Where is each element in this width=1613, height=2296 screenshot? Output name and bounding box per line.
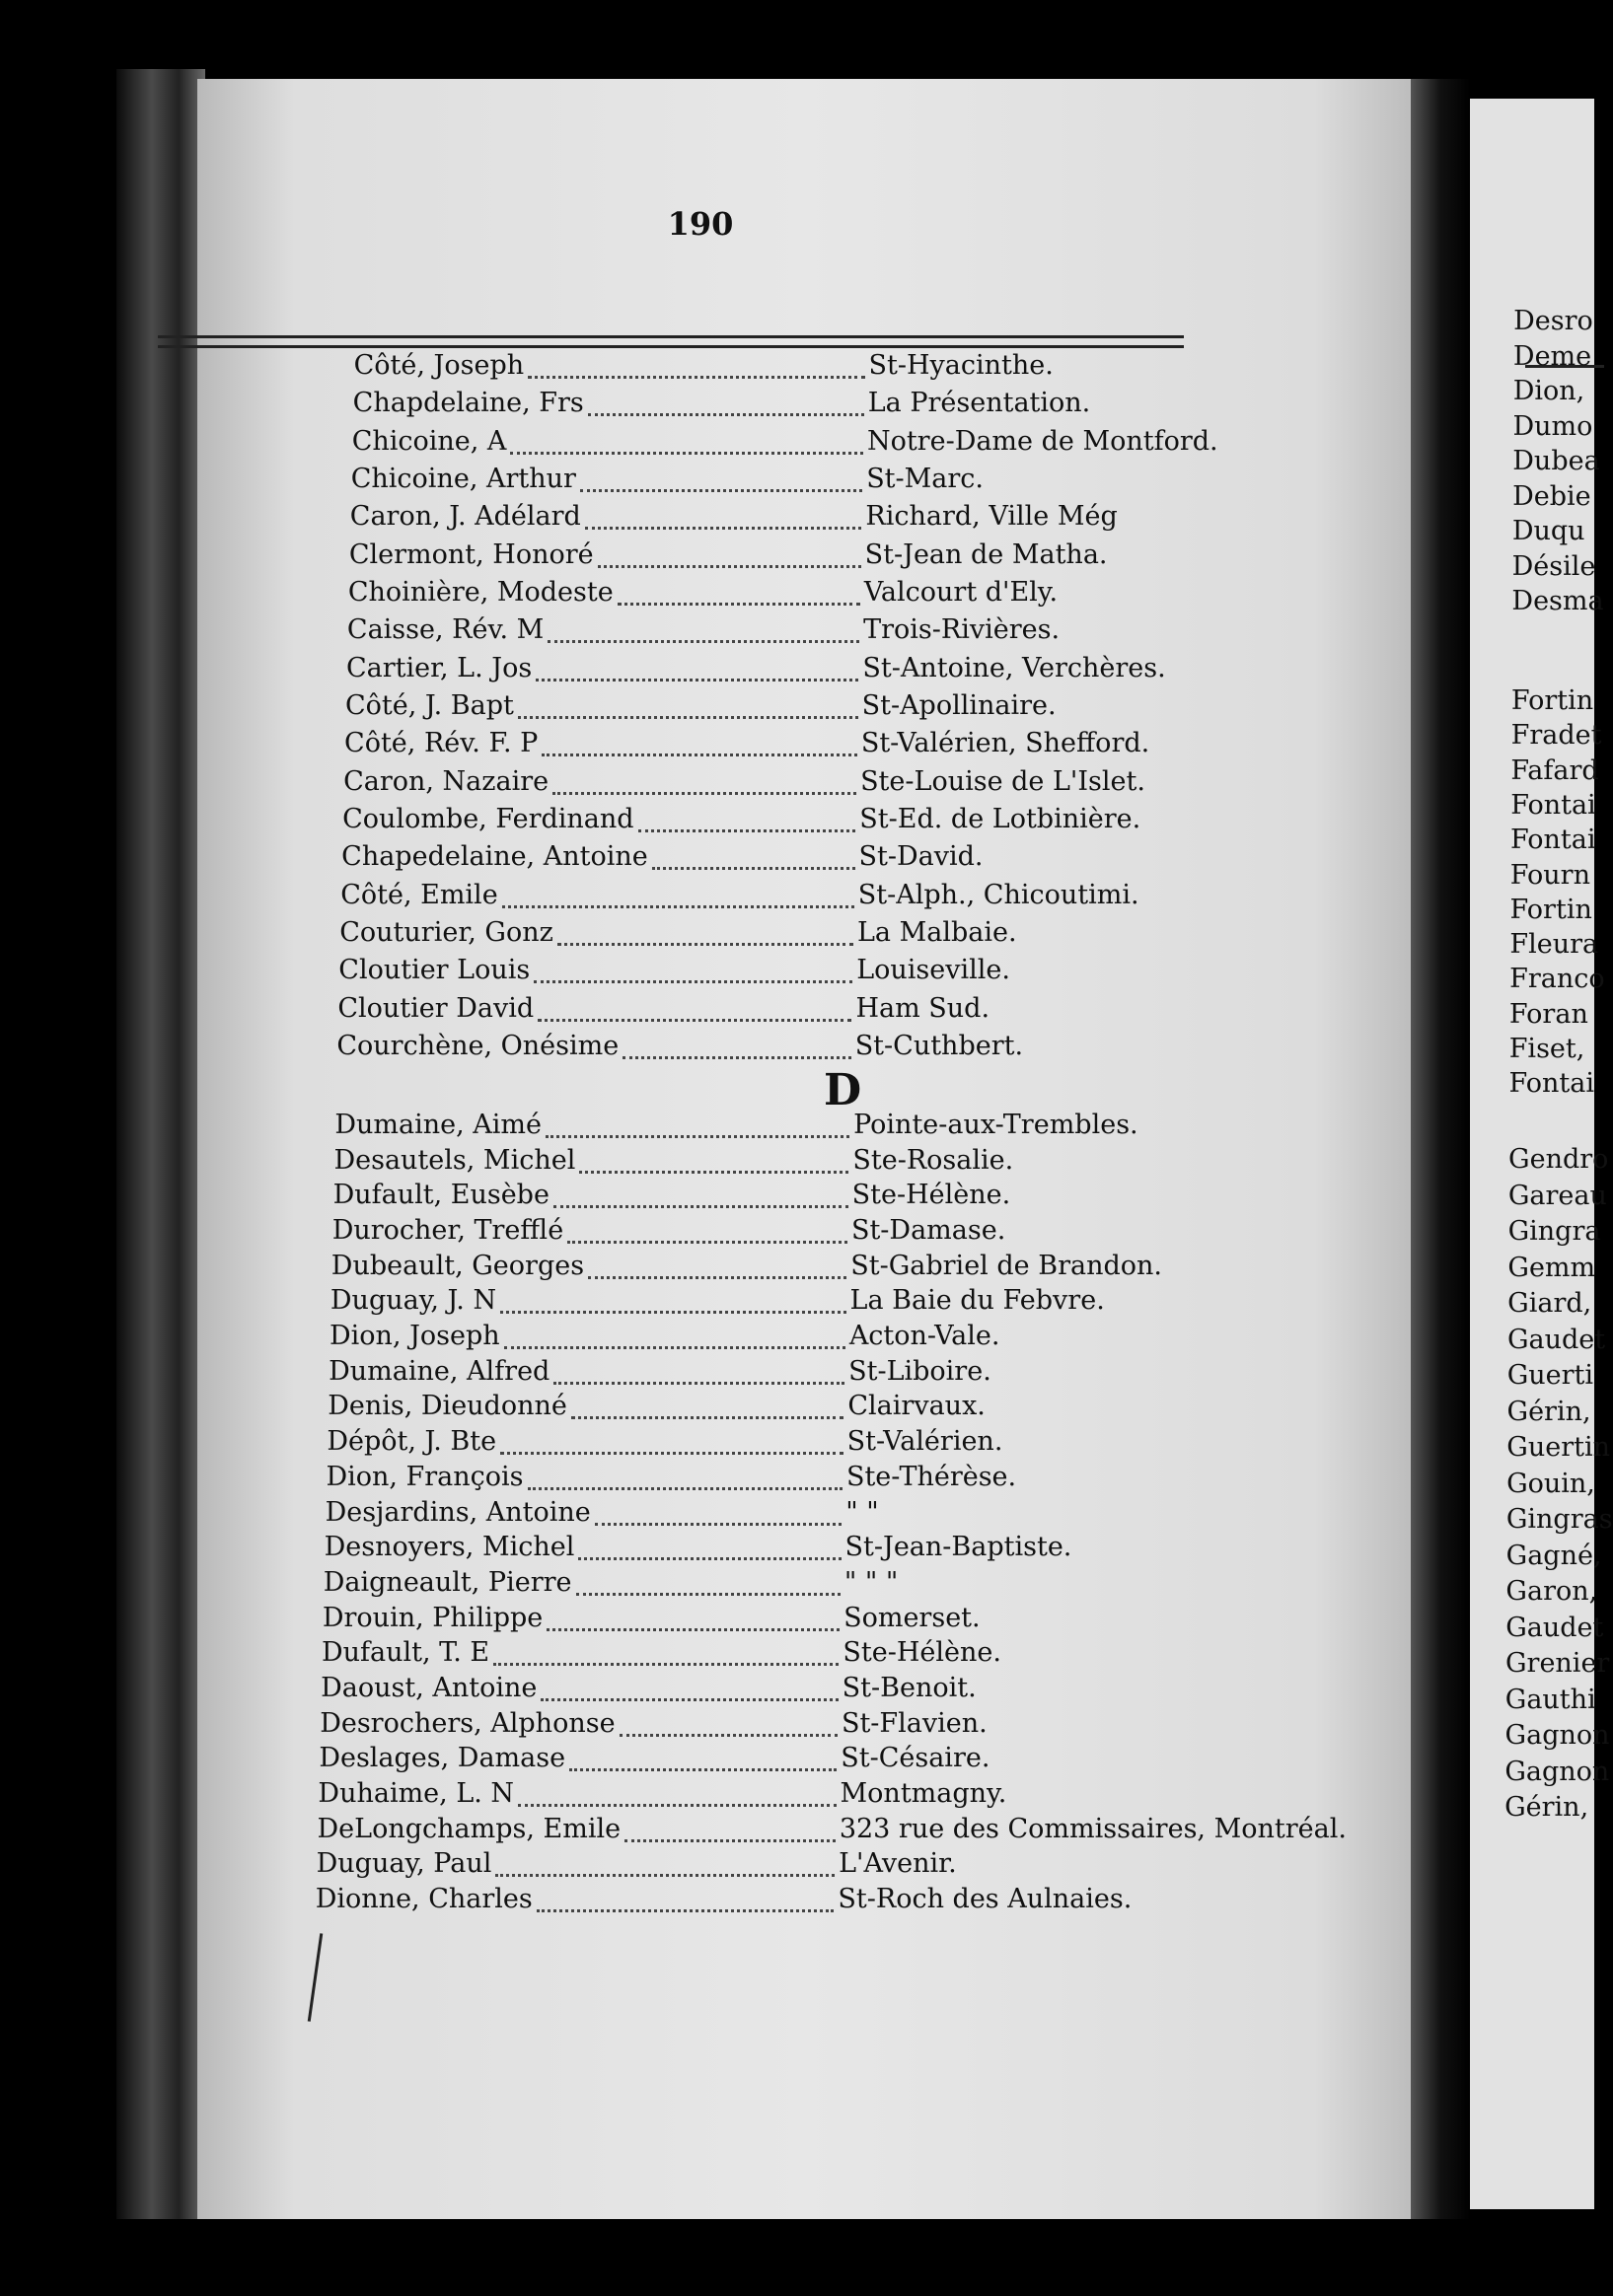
directory-entry — [0, 1031, 1213, 1066]
facing-page — [1470, 99, 1613, 2209]
entry-place: Richard, Ville Még — [865, 501, 1118, 533]
facing-page-word: Gérin, — [1504, 1792, 1589, 1823]
dot-leader — [576, 1593, 841, 1596]
entry-name: Desautels, Michel — [333, 1144, 576, 1176]
dot-leader — [500, 1311, 845, 1314]
facing-page-word: Dubea — [1512, 446, 1600, 476]
directory-entry — [0, 1603, 1213, 1638]
dot-leader — [528, 1487, 843, 1490]
facing-page-word: Fortin — [1510, 685, 1594, 716]
entry-place: Notre-Dame de Montford. — [866, 425, 1218, 457]
entry-name: Chicoine, A — [351, 425, 507, 457]
facing-page-word: Gareau — [1507, 1180, 1607, 1211]
dot-leader — [618, 603, 860, 606]
facing-page-word: Desro — [1513, 306, 1593, 336]
directory-entry — [0, 1391, 1213, 1426]
entry-place: Louiseville. — [856, 955, 1010, 986]
directory-entry — [0, 1356, 1213, 1392]
entry-name: Chicoine, Arthur — [350, 464, 576, 494]
directory-entry — [0, 917, 1213, 953]
entry-place: St-Valérien, Shefford. — [860, 728, 1150, 759]
dot-leader — [588, 1276, 846, 1279]
entry-place: Ham Sud. — [855, 992, 990, 1024]
directory-entry — [0, 1180, 1213, 1215]
facing-page-word: Foran — [1508, 998, 1588, 1030]
entry-name: Cartier, L. Jos — [345, 652, 533, 683]
dot-leader — [595, 1523, 843, 1526]
entry-name: Drouin, Philippe — [322, 1602, 544, 1633]
facing-page-word: Gauthi — [1504, 1684, 1596, 1715]
entry-name: Duhaime, L. N — [318, 1777, 515, 1809]
entry-place: Montmagny. — [840, 1777, 1007, 1809]
facing-page-word: Gendro — [1508, 1144, 1609, 1175]
dot-leader — [553, 1205, 848, 1208]
entry-place: St-Benoit. — [842, 1672, 977, 1703]
directory-entry — [0, 1251, 1213, 1286]
entry-name: Desnoyers, Michel — [324, 1532, 575, 1563]
entry-name: Dufault, Eusèbe — [332, 1180, 550, 1211]
dot-leader — [542, 753, 856, 756]
header-rule-bottom — [158, 345, 1184, 348]
entry-name: Côté, J. Bapt — [345, 690, 514, 721]
entry-place: L'Avenir. — [839, 1848, 957, 1880]
entry-name: Desrochers, Alphonse — [320, 1707, 616, 1739]
facing-page-word: Duqu — [1511, 516, 1585, 546]
entry-place: St-David. — [858, 841, 984, 873]
facing-page-word: Gingra — [1507, 1216, 1601, 1247]
dot-leader — [518, 1804, 836, 1807]
facing-page-word: Gagnon — [1504, 1756, 1610, 1787]
facing-page-word: Gérin, — [1506, 1396, 1591, 1427]
directory-entry — [0, 501, 1213, 537]
entry-name: Chapedelaine, Antoine — [341, 841, 648, 873]
facing-page-word: Giard, — [1507, 1288, 1592, 1319]
directory-entry — [0, 464, 1213, 499]
dot-leader — [536, 679, 858, 682]
entry-name: Daoust, Antoine — [321, 1672, 538, 1703]
directory-entry — [0, 1743, 1213, 1778]
directory-entry — [0, 350, 1213, 386]
entry-name: DeLongchamps, Emile — [317, 1813, 622, 1844]
facing-page-word: Gingras — [1505, 1504, 1613, 1535]
entry-name: Dumaine, Alfred — [329, 1355, 550, 1387]
dot-leader — [546, 1135, 849, 1138]
entry-name: Dufault, T. E — [321, 1637, 490, 1669]
directory-entry — [0, 728, 1213, 763]
entry-name: Dépôt, J. Bte — [327, 1426, 497, 1458]
directory-entry — [0, 1673, 1213, 1708]
entry-name: Coulombe, Ferdinand — [342, 804, 634, 834]
dot-leader — [538, 1019, 851, 1022]
entry-name: Duguay, J. N — [330, 1285, 497, 1317]
facing-page-word: Guertin — [1506, 1432, 1610, 1463]
entry-name: Desjardins, Antoine — [325, 1496, 591, 1528]
entry-name: Daigneault, Pierre — [323, 1566, 572, 1598]
directory-entry — [0, 1426, 1213, 1462]
entry-name: Clermont, Honoré — [348, 538, 594, 570]
directory-entry — [0, 425, 1218, 462]
entry-place: St-Hyacinthe. — [868, 350, 1054, 381]
entry-name: Côté, Emile — [340, 879, 498, 910]
entry-name: Caisse, Rév. M — [346, 614, 545, 646]
directory-entry — [0, 1497, 1213, 1533]
directory-entry — [0, 1285, 1213, 1321]
entry-place: St-Liboire. — [848, 1355, 991, 1387]
entry-name: Duguay, Paul — [316, 1848, 492, 1880]
entry-place: Pointe-aux-Trembles. — [853, 1110, 1138, 1140]
entry-place: St-Jean de Matha. — [864, 538, 1108, 570]
dot-leader — [585, 527, 862, 530]
dot-leader — [493, 1663, 839, 1666]
entry-place: Trois-Rivières. — [863, 614, 1061, 646]
directory-entry — [0, 766, 1213, 802]
facing-page-word: Fortin — [1509, 894, 1592, 925]
entry-name: Courchène, Onésime — [336, 1031, 620, 1061]
directory-entry — [0, 1848, 1213, 1884]
facing-page-word: Gaudet — [1505, 1612, 1604, 1643]
entry-place: Valcourt d'Ely. — [863, 577, 1059, 608]
dot-leader — [624, 1839, 836, 1842]
entry-place: Ste-Hélène. — [851, 1180, 1011, 1211]
facing-page-word: Franco — [1509, 964, 1605, 995]
directory-entry — [0, 841, 1213, 877]
entry-place: Ste-Rosalie. — [852, 1144, 1014, 1176]
entry-name: Côté, Rév. F. P — [344, 728, 539, 759]
facing-page-word: Guerti — [1506, 1360, 1594, 1391]
entry-place: La Malbaie. — [857, 917, 1017, 948]
book-gutter — [1411, 79, 1470, 2219]
facing-page-word: Fontai — [1508, 1068, 1594, 1100]
dot-leader — [495, 1874, 835, 1877]
facing-page-word: Fradet — [1510, 720, 1602, 752]
entry-name: Dion, Joseph — [330, 1321, 500, 1352]
dot-leader — [502, 905, 854, 908]
facing-page-word: Gaudet — [1506, 1324, 1606, 1355]
dot-leader — [500, 1452, 843, 1455]
entry-name: Dubeault, Georges — [330, 1250, 585, 1281]
entry-place: " " " — [843, 1566, 899, 1598]
entry-place: Somerset. — [843, 1602, 981, 1633]
directory-entry — [0, 1708, 1213, 1744]
header-rule-top — [158, 335, 1184, 338]
directory-entry — [0, 653, 1213, 688]
facing-page-word: Fontai — [1510, 789, 1596, 821]
section-letter: D — [824, 1065, 862, 1115]
dot-leader — [518, 716, 858, 719]
entry-place: Ste-Louise de L'Islet. — [860, 765, 1145, 797]
directory-entry — [0, 388, 1213, 423]
facing-page-word: Fleura — [1509, 929, 1599, 961]
entry-place: Clairvaux. — [847, 1391, 986, 1422]
dot-leader — [571, 1416, 844, 1419]
directory-entry — [0, 955, 1213, 990]
dot-leader — [652, 867, 855, 870]
facing-page-word: Dion, — [1512, 376, 1585, 406]
facing-page-word: Dumo — [1512, 410, 1593, 442]
entry-place: St-Jean-Baptiste. — [844, 1532, 1072, 1563]
entry-place: Ste-Thérèse. — [845, 1461, 1017, 1492]
dot-leader — [541, 1698, 838, 1701]
facing-page-word: Gagné, — [1505, 1540, 1602, 1571]
entry-name: Dion, François — [326, 1461, 524, 1492]
entry-name: Dumaine, Aimé — [334, 1110, 542, 1140]
entry-place: St-Apollinaire. — [861, 690, 1057, 721]
facing-page-word: Desma — [1511, 586, 1604, 616]
directory-entry — [0, 1321, 1213, 1356]
entry-name: Côté, Joseph — [353, 350, 525, 381]
entry-name: Dionne, Charles — [315, 1884, 533, 1914]
facing-page-word: Gouin, — [1506, 1468, 1595, 1499]
facing-page-word: Garon, — [1505, 1576, 1598, 1607]
dot-leader — [567, 1241, 847, 1244]
directory-entry — [0, 539, 1213, 575]
entry-place: St-Gabriel de Brandon. — [850, 1250, 1162, 1281]
facing-page-word: Désile — [1511, 550, 1596, 582]
facing-page-word: Fafard — [1510, 754, 1599, 786]
entry-place: St-Antoine, Verchères. — [862, 652, 1166, 683]
dot-leader — [504, 1346, 845, 1349]
directory-entry — [0, 1778, 1213, 1814]
entry-name: Cloutier Louis — [338, 955, 531, 986]
entry-name: Couturier, Gonz — [339, 917, 553, 948]
directory-entry — [0, 1462, 1213, 1497]
facing-page-word: Gemm — [1507, 1252, 1596, 1283]
dot-leader — [623, 1056, 851, 1059]
entry-place: Acton-Vale. — [848, 1321, 1000, 1352]
directory-entry — [0, 1813, 1347, 1849]
entry-place: St-Cuthbert. — [854, 1031, 1024, 1061]
facing-page-word: Gagnon — [1504, 1720, 1610, 1751]
directory-entry — [0, 1110, 1213, 1145]
directory-entry — [0, 1215, 1213, 1251]
dot-leader — [580, 489, 862, 492]
entry-place: St-Roch des Aulnaies. — [838, 1884, 1133, 1914]
entry-place: St-Flavien. — [841, 1707, 988, 1739]
entry-place: St-Alph., Chicoutimi. — [857, 879, 1139, 910]
entry-place: Ste-Hélène. — [843, 1637, 1001, 1669]
entry-place: St-Marc. — [866, 464, 985, 494]
dot-leader — [553, 1382, 844, 1385]
entry-name: Denis, Dieudonné — [328, 1391, 567, 1422]
entry-name: Chapdelaine, Frs — [352, 388, 584, 419]
entry-name: Durocher, Trefflé — [331, 1215, 564, 1247]
facing-page-word: Grenier — [1504, 1648, 1610, 1679]
dot-leader — [547, 1628, 840, 1631]
directory-entry — [0, 1145, 1213, 1181]
entry-place: St-Ed. de Lotbinière. — [859, 804, 1141, 834]
dot-leader — [578, 1557, 841, 1560]
entry-place: La Baie du Febvre. — [849, 1285, 1105, 1317]
dot-leader — [552, 792, 856, 795]
facing-page-word: Fontai — [1509, 825, 1596, 856]
entry-place: La Présentation. — [867, 388, 1091, 419]
directory-entry — [0, 614, 1213, 650]
directory-entry — [0, 804, 1213, 839]
dot-leader — [569, 1768, 837, 1771]
entry-name: Deslages, Damase — [319, 1743, 566, 1774]
directory-entry — [0, 1567, 1213, 1603]
entry-name: Choinière, Modeste — [347, 577, 614, 608]
directory-entry — [0, 690, 1213, 726]
facing-page-word: Debie — [1512, 480, 1591, 512]
directory-entry — [0, 880, 1213, 915]
facing-page-word: Fourn — [1509, 859, 1590, 891]
dot-leader — [598, 565, 861, 568]
directory-entry — [0, 577, 1213, 612]
dot-leader — [557, 943, 853, 946]
entry-place: 323 rue des Commissaires, Montréal. — [839, 1813, 1347, 1844]
entry-place: " " — [845, 1496, 879, 1528]
dot-leader — [579, 1171, 848, 1174]
entry-place: St-Valérien. — [846, 1426, 1003, 1458]
directory-entry — [0, 1532, 1213, 1567]
dot-leader — [548, 640, 859, 643]
entry-place: St-Damase. — [850, 1215, 1006, 1247]
directory-entry — [0, 993, 1213, 1029]
dot-leader — [588, 413, 864, 416]
dot-leader — [534, 980, 852, 983]
dot-leader — [537, 1909, 835, 1912]
entry-name: Caron, J. Adélard — [349, 501, 581, 533]
dot-leader — [620, 1734, 838, 1737]
dot-leader — [638, 829, 856, 832]
entry-place: St-Césaire. — [841, 1743, 990, 1774]
dot-leader — [510, 452, 863, 455]
entry-name: Caron, Nazaire — [343, 765, 550, 797]
facing-page-word: Deme — [1512, 340, 1592, 372]
page-number: 190 — [667, 205, 734, 243]
facing-page-word: Fiset, — [1508, 1034, 1585, 1064]
dot-leader — [528, 376, 864, 379]
entry-name: Cloutier David — [337, 992, 535, 1024]
directory-entry — [0, 1884, 1213, 1919]
directory-entry — [0, 1637, 1213, 1673]
